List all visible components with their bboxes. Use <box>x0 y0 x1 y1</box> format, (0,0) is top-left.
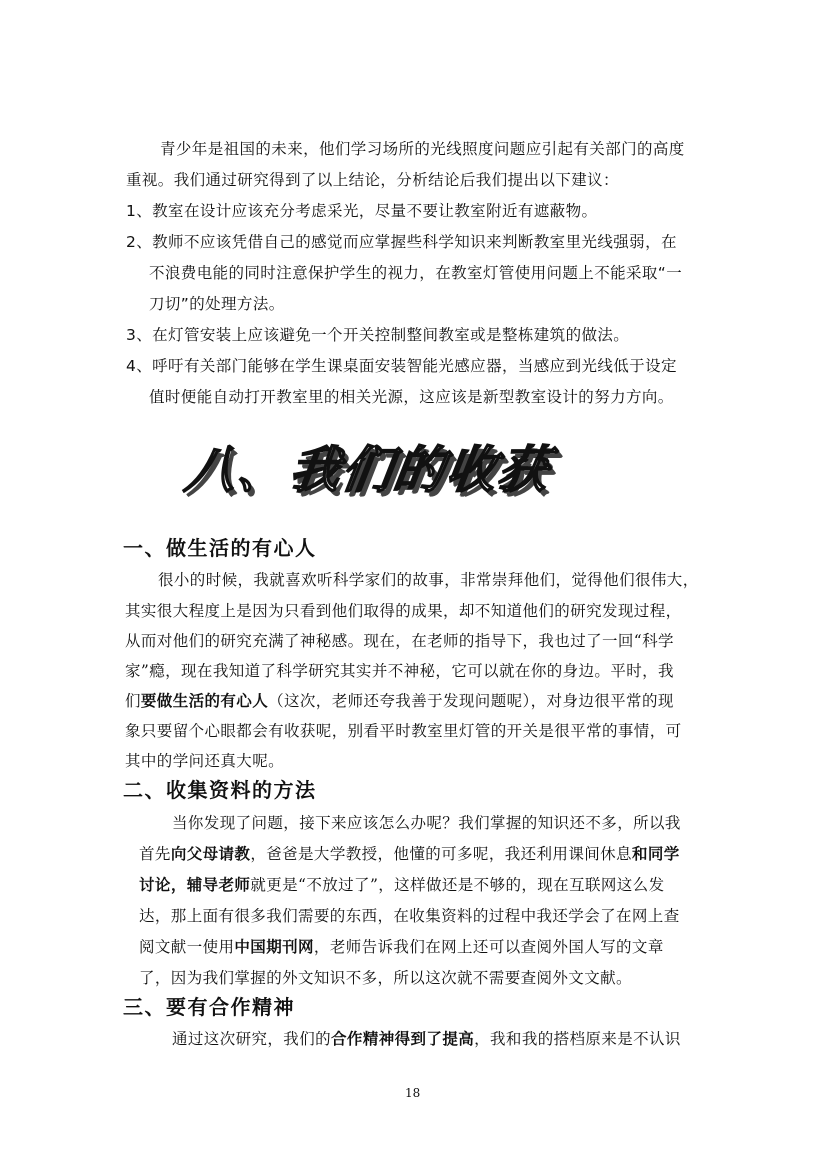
section-2-line-5-end: ，老师告诉我们在网上还可以查阅外国人写的文章 <box>313 938 664 956</box>
section-1-emphasis: 要做生活的有心人 <box>140 692 269 710</box>
section-1-line-6: 象只要留个心眼都会有收获呢，别看平时教室里灯管的开关是很平常的事情，可 <box>125 722 682 740</box>
section-3-line-1-end: ，我和我的搭档原来是不认识 <box>474 1030 681 1048</box>
section-1-line-7: 其中的学问还真大呢。 <box>125 752 285 770</box>
section-2-line-2-middle: ，爸爸是大学教授，他懂的可多呢，我还利用课间休息 <box>250 845 632 863</box>
section-2-line-3 <box>139 875 664 895</box>
section-2-heading: 二、收集资料的方法 <box>123 778 317 802</box>
section-2-emphasis-teacher: 辅导老师 <box>186 876 251 894</box>
section-2-line-1: 当你发现了问题，接下来应该怎么办呢？我们掌握的知识还不多，所以我 <box>172 814 681 832</box>
section-1-line-5 <box>125 691 674 711</box>
suggestions-intro-line-1: 青少年是祖国的未来，他们学习场所的光线照度问题应引起有关部门的高度 <box>160 140 685 158</box>
section-1-line-4: 家”瘾，现在我知道了科学研究其实并不神秘，它可以就在你的身边。平时，我 <box>125 662 674 680</box>
section-3-heading: 三、要有合作精神 <box>123 995 295 1019</box>
suggestions-intro-line-2: 重视。我们通过研究得到了以上结论，分析结论后我们提出以下建议： <box>126 171 619 189</box>
chapter-title: 八、我们的收获 <box>181 441 555 499</box>
section-1-line-5-start: 们 <box>125 692 141 710</box>
section-2-line-3-end: 就更是“不放过了”，这样做还是不够的，现在互联网这么发 <box>250 876 665 894</box>
section-2-line-4: 达，那上面有很多我们需要的东西，在收集资料的过程中我还学会了在网上查 <box>139 907 680 925</box>
section-2-line-5 <box>139 937 664 957</box>
section-3-line-1 <box>172 1029 681 1049</box>
section-1-line-3: 从而对他们的研究充满了神秘感。现在，在老师的指导下，我也过了一回“科学 <box>125 632 674 650</box>
suggestion-item-4-line-2: 值时便能自动打开教室里的相关光源，这应该是新型教室设计的努力方向。 <box>149 388 674 406</box>
section-2-emphasis-discuss: 讨论 <box>139 876 171 894</box>
section-2-comma: ， <box>170 876 187 894</box>
section-2-line-2-start: 首先 <box>139 845 171 863</box>
section-2-emphasis-classmates: 和同学 <box>631 845 680 863</box>
suggestion-item-2-line-1: 2、教师不应该凭借自己的感觉而应掌握些科学知识来判断教室里光线强弱，在 <box>126 233 677 251</box>
section-1-heading: 一、做生活的有心人 <box>123 536 317 560</box>
suggestion-item-3: 3、在灯管安装上应该避免一个开关控制整间教室或是整栋建筑的做法。 <box>126 326 630 344</box>
section-2-line-5-start: 阅文献一使用 <box>139 938 235 956</box>
section-1-line-2: 其实很大程度上是因为只看到他们取得的成果，却不知道他们的研究发现过程， <box>125 602 682 620</box>
section-2-line-6: 了，因为我们掌握的外文知识不多，所以这次就不需要查阅外文文献。 <box>139 969 632 987</box>
suggestion-item-1: 1、教室在设计应该充分考虑采光，尽量不要让教室附近有遮蔽物。 <box>126 202 598 220</box>
section-3-line-1-start: 通过这次研究，我们的 <box>172 1030 332 1048</box>
section-3-emphasis: 合作精神得到了提高 <box>331 1030 475 1048</box>
page-number: 18 <box>405 1086 421 1100</box>
section-2-line-2 <box>139 844 680 864</box>
suggestion-item-2-line-3: 刀切”的处理方法。 <box>149 295 285 313</box>
section-2-emphasis-parents: 向父母请教 <box>170 845 251 863</box>
section-1-line-5-end: （这次，老师还夸我善于发现问题呢），对身边很平常的现 <box>268 692 674 710</box>
suggestion-item-2-line-2: 不浪费电能的同时注意保护学生的视力，在教室灯管使用问题上不能采取“一 <box>149 264 683 282</box>
section-2-emphasis-cnki: 中国期刊网 <box>234 938 314 956</box>
section-1-line-1: 很小的时候，我就喜欢听科学家们的故事，非常崇拜他们，觉得他们很伟大， <box>158 571 699 589</box>
suggestion-item-4-line-1: 4、呼吁有关部门能够在学生课桌面安装智能光感应器，当感应到光线低于设定 <box>126 357 677 375</box>
